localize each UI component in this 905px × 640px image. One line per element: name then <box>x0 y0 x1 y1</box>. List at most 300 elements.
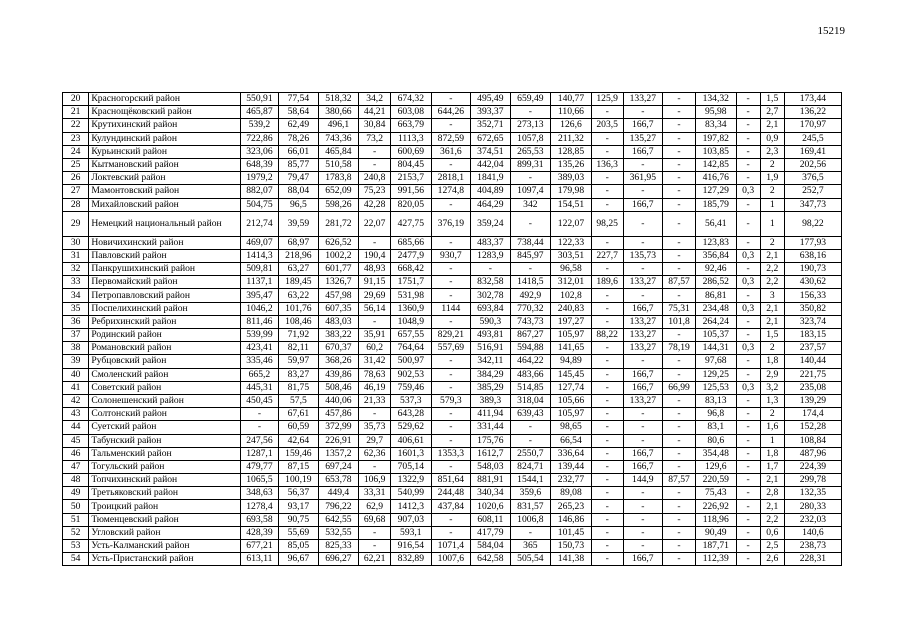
value-cell: 350,82 <box>784 302 841 315</box>
value-cell: - <box>510 526 551 539</box>
value-cell: 1007,6 <box>431 553 470 566</box>
district-name-cell: Немецкий национальный район <box>89 211 240 236</box>
value-cell: 79,47 <box>279 172 318 185</box>
value-cell: 832,58 <box>471 276 510 289</box>
value-cell: - <box>736 289 760 302</box>
value-cell: 224,39 <box>784 460 841 473</box>
value-cell: 638,16 <box>784 249 841 262</box>
value-cell: 312,01 <box>551 276 592 289</box>
value-cell: 46,19 <box>359 381 391 394</box>
value-cell: 518,32 <box>318 93 359 106</box>
value-cell: 440,06 <box>318 394 359 407</box>
value-cell: 228,31 <box>784 553 841 566</box>
page-number: 15219 <box>817 25 845 37</box>
value-cell: 77,54 <box>279 93 318 106</box>
value-cell: - <box>623 500 662 513</box>
value-cell: - <box>591 368 623 381</box>
value-cell: - <box>736 474 760 487</box>
value-cell: - <box>510 211 551 236</box>
value-cell: 445,31 <box>240 381 278 394</box>
value-cell: 244,48 <box>431 487 470 500</box>
value-cell: 457,86 <box>318 408 359 421</box>
value-cell: 133,27 <box>623 315 662 328</box>
value-cell: - <box>591 394 623 407</box>
district-name-cell: Романовский район <box>89 342 240 355</box>
value-cell: 361,6 <box>431 145 470 158</box>
district-name-cell: Третьяковский район <box>89 487 240 500</box>
value-cell: 2,3 <box>760 145 784 158</box>
value-cell: 607,35 <box>318 302 359 315</box>
value-cell: 152,28 <box>784 421 841 434</box>
value-cell: - <box>591 421 623 434</box>
value-cell: 281,72 <box>318 211 359 236</box>
value-cell: 21,33 <box>359 394 391 407</box>
value-cell: 135,26 <box>551 158 592 171</box>
value-cell: - <box>663 460 696 473</box>
value-cell: 1360,9 <box>391 302 432 315</box>
value-cell: 128,85 <box>551 145 592 158</box>
value-cell: - <box>591 145 623 158</box>
value-cell: 136,3 <box>591 158 623 171</box>
value-cell: 190,73 <box>784 263 841 276</box>
value-cell: 590,3 <box>471 315 510 328</box>
value-cell: 35,91 <box>359 329 391 342</box>
value-cell: - <box>431 355 470 368</box>
value-cell: 144,31 <box>695 342 736 355</box>
row-number-cell: 44 <box>63 421 89 434</box>
value-cell: 22,07 <box>359 211 391 236</box>
table-row <box>63 381 842 394</box>
value-cell: - <box>623 355 662 368</box>
value-cell: 29,7 <box>359 434 391 447</box>
value-cell: - <box>663 172 696 185</box>
value-cell: 600,69 <box>391 145 432 158</box>
district-name-cell: Новичихинский район <box>89 236 240 249</box>
value-cell: - <box>431 408 470 421</box>
value-cell: 35,73 <box>359 421 391 434</box>
value-cell: 240,83 <box>551 302 592 315</box>
value-cell: 166,7 <box>623 302 662 315</box>
value-cell: 145,45 <box>551 368 592 381</box>
value-cell: 2,1 <box>760 500 784 513</box>
value-cell: 383,22 <box>318 329 359 342</box>
value-cell: 280,33 <box>784 500 841 513</box>
value-cell: 78,26 <box>279 132 318 145</box>
value-cell: 759,46 <box>391 381 432 394</box>
value-cell: - <box>663 132 696 145</box>
value-cell: - <box>591 434 623 447</box>
row-number-cell: 25 <box>63 158 89 171</box>
value-cell: 509,81 <box>240 263 278 276</box>
row-number-cell: 45 <box>63 434 89 447</box>
value-cell: 103,85 <box>695 145 736 158</box>
value-cell: - <box>510 263 551 276</box>
value-cell: - <box>359 158 391 171</box>
row-number-cell: 34 <box>63 289 89 302</box>
table-row <box>63 119 842 132</box>
value-cell: 829,21 <box>431 329 470 342</box>
value-cell: 510,58 <box>318 158 359 171</box>
value-cell: 2,1 <box>760 119 784 132</box>
value-cell: 2 <box>760 408 784 421</box>
district-name-cell: Усть-Пристанский район <box>89 553 240 566</box>
value-cell: 240,8 <box>359 172 391 185</box>
value-cell: - <box>623 434 662 447</box>
value-cell: 335,46 <box>240 355 278 368</box>
value-cell: 2 <box>760 236 784 249</box>
value-cell: 252,7 <box>784 185 841 198</box>
value-cell: 245,5 <box>784 132 841 145</box>
value-cell: 247,56 <box>240 434 278 447</box>
value-cell: 450,45 <box>240 394 278 407</box>
value-cell: 2153,7 <box>391 172 432 185</box>
district-name-cell: Ребрихинский район <box>89 315 240 328</box>
value-cell: - <box>431 198 470 211</box>
value-cell: 352,71 <box>471 119 510 132</box>
value-cell: 98,25 <box>591 211 623 236</box>
value-cell: 1287,1 <box>240 447 278 460</box>
value-cell: 139,44 <box>551 460 592 473</box>
value-cell: 665,2 <box>240 368 278 381</box>
value-cell: 132,35 <box>784 487 841 500</box>
value-cell: 75,31 <box>663 302 696 315</box>
value-cell: 220,59 <box>695 474 736 487</box>
value-cell: 693,58 <box>240 513 278 526</box>
value-cell: 1412,3 <box>391 500 432 513</box>
value-cell: 670,37 <box>318 342 359 355</box>
value-cell: - <box>591 553 623 566</box>
value-cell: 2 <box>760 158 784 171</box>
value-cell: 144,9 <box>623 474 662 487</box>
value-cell: 342,11 <box>471 355 510 368</box>
district-name-cell: Красногорский район <box>89 93 240 106</box>
value-cell: - <box>663 408 696 421</box>
value-cell: 579,3 <box>431 394 470 407</box>
value-cell: 0,3 <box>736 381 760 394</box>
value-cell: - <box>663 500 696 513</box>
table-row <box>63 540 842 553</box>
value-cell: - <box>736 106 760 119</box>
value-cell: 88,04 <box>279 185 318 198</box>
value-cell: 1841,9 <box>471 172 510 185</box>
value-cell: 1,8 <box>760 447 784 460</box>
value-cell: - <box>591 185 623 198</box>
district-name-cell: Локтевский район <box>89 172 240 185</box>
value-cell: 442,04 <box>471 158 510 171</box>
table-row <box>63 158 842 171</box>
value-cell: - <box>359 526 391 539</box>
value-cell: 101,76 <box>279 302 318 315</box>
value-cell: 166,7 <box>623 553 662 566</box>
row-number-cell: 23 <box>63 132 89 145</box>
value-cell: 166,7 <box>623 198 662 211</box>
value-cell: 1357,2 <box>318 447 359 460</box>
value-cell: - <box>663 263 696 276</box>
value-cell: - <box>663 526 696 539</box>
value-cell: 505,54 <box>510 553 551 566</box>
value-cell: - <box>663 355 696 368</box>
value-cell: - <box>663 513 696 526</box>
value-cell: 189,45 <box>279 276 318 289</box>
row-number-cell: 29 <box>63 211 89 236</box>
row-number-cell: 33 <box>63 276 89 289</box>
value-cell: 1979,2 <box>240 172 278 185</box>
value-cell: 1113,3 <box>391 132 432 145</box>
value-cell: 495,49 <box>471 93 510 106</box>
value-cell: - <box>663 553 696 566</box>
value-cell: 770,32 <box>510 302 551 315</box>
value-cell: 238,73 <box>784 540 841 553</box>
value-cell: 672,65 <box>471 132 510 145</box>
value-cell: - <box>431 381 470 394</box>
row-number-cell: 22 <box>63 119 89 132</box>
value-cell: 529,62 <box>391 421 432 434</box>
value-cell: 234,48 <box>695 302 736 315</box>
value-cell: 613,11 <box>240 553 278 566</box>
value-cell: - <box>591 198 623 211</box>
value-cell: - <box>623 263 662 276</box>
value-cell: 85,05 <box>279 540 318 553</box>
value-cell: 991,56 <box>391 185 432 198</box>
value-cell: 348,63 <box>240 487 278 500</box>
value-cell: 2,1 <box>760 474 784 487</box>
value-cell: 92,46 <box>695 263 736 276</box>
table-row <box>63 526 842 539</box>
value-cell: 127,29 <box>695 185 736 198</box>
value-cell: 63,22 <box>279 289 318 302</box>
row-number-cell: 38 <box>63 342 89 355</box>
row-number-cell: 20 <box>63 93 89 106</box>
value-cell: 323,06 <box>240 145 278 158</box>
table-row <box>63 408 842 421</box>
value-cell: - <box>736 434 760 447</box>
district-name-cell: Михайловский район <box>89 198 240 211</box>
value-cell: - <box>431 526 470 539</box>
value-cell: - <box>359 540 391 553</box>
value-cell: 57,5 <box>279 394 318 407</box>
district-name-cell: Курьинский район <box>89 145 240 158</box>
value-cell: 705,14 <box>391 460 432 473</box>
district-name-cell: Кулундинский район <box>89 132 240 145</box>
value-cell: 1002,2 <box>318 249 359 262</box>
value-cell: 108,84 <box>784 434 841 447</box>
table-row <box>63 355 842 368</box>
value-cell: 232,03 <box>784 513 841 526</box>
value-cell: 2,5 <box>760 540 784 553</box>
value-cell: 376,5 <box>784 172 841 185</box>
district-name-cell: Солтонский район <box>89 408 240 421</box>
value-cell: - <box>591 447 623 460</box>
value-cell: 78,63 <box>359 368 391 381</box>
value-cell: 265,53 <box>510 145 551 158</box>
value-cell: - <box>663 289 696 302</box>
value-cell: 166,7 <box>623 460 662 473</box>
value-cell: 197,27 <box>551 315 592 328</box>
table-row <box>63 302 842 315</box>
district-name-cell: Крутихинский район <box>89 119 240 132</box>
value-cell: 644,26 <box>431 106 470 119</box>
district-name-cell: Тальменский район <box>89 447 240 460</box>
value-cell: 101,45 <box>551 526 592 539</box>
value-cell: - <box>431 460 470 473</box>
table-row <box>63 474 842 487</box>
value-cell: 302,78 <box>471 289 510 302</box>
value-cell: 125,9 <box>591 93 623 106</box>
value-cell: 71,92 <box>279 329 318 342</box>
value-cell: 811,46 <box>240 315 278 328</box>
value-cell: 2477,9 <box>391 249 432 262</box>
value-cell: 31,42 <box>359 355 391 368</box>
value-cell: 693,84 <box>471 302 510 315</box>
value-cell: 133,27 <box>623 342 662 355</box>
value-cell: - <box>663 249 696 262</box>
value-cell: 42,28 <box>359 198 391 211</box>
value-cell: 68,97 <box>279 236 318 249</box>
value-cell: - <box>431 276 470 289</box>
value-cell: 39,59 <box>279 211 318 236</box>
row-number-cell: 47 <box>63 460 89 473</box>
value-cell: 1544,1 <box>510 474 551 487</box>
row-number-cell: 21 <box>63 106 89 119</box>
district-name-cell: Родинский район <box>89 329 240 342</box>
value-cell: 738,44 <box>510 236 551 249</box>
row-number-cell: 51 <box>63 513 89 526</box>
value-cell: 96,58 <box>551 263 592 276</box>
value-cell: 141,38 <box>551 553 592 566</box>
value-cell: - <box>736 526 760 539</box>
value-cell: 537,3 <box>391 394 432 407</box>
table-row <box>63 368 842 381</box>
value-cell: 437,84 <box>431 500 470 513</box>
value-cell: 323,74 <box>784 315 841 328</box>
value-cell: 110,66 <box>551 106 592 119</box>
value-cell: 2 <box>760 342 784 355</box>
table-row <box>63 276 842 289</box>
table-row <box>63 185 842 198</box>
value-cell: 273,13 <box>510 119 551 132</box>
table-row <box>63 106 842 119</box>
value-cell: 190,4 <box>359 249 391 262</box>
value-cell: 134,32 <box>695 93 736 106</box>
value-cell: 3 <box>760 289 784 302</box>
value-cell: - <box>663 145 696 158</box>
value-cell: 105,66 <box>551 394 592 407</box>
value-cell: 69,68 <box>359 513 391 526</box>
value-cell: - <box>591 342 623 355</box>
value-cell: 56,41 <box>695 211 736 236</box>
value-cell: - <box>359 408 391 421</box>
row-number-cell: 41 <box>63 381 89 394</box>
value-cell: 156,33 <box>784 289 841 302</box>
value-cell: 197,82 <box>695 132 736 145</box>
value-cell: - <box>431 236 470 249</box>
value-cell: 136,22 <box>784 106 841 119</box>
value-cell: 1322,9 <box>391 474 432 487</box>
value-cell: 2,7 <box>760 106 784 119</box>
value-cell: 187,71 <box>695 540 736 553</box>
table-row <box>63 93 842 106</box>
value-cell: 457,98 <box>318 289 359 302</box>
value-cell: 73,2 <box>359 132 391 145</box>
value-cell: 299,78 <box>784 474 841 487</box>
value-cell: 101,8 <box>663 315 696 328</box>
district-name-cell: Павловский район <box>89 249 240 262</box>
value-cell: 2,2 <box>760 513 784 526</box>
row-number-cell: 31 <box>63 249 89 262</box>
value-cell: 722,86 <box>240 132 278 145</box>
value-cell: 500,97 <box>391 355 432 368</box>
value-cell: 93,17 <box>279 500 318 513</box>
table-row <box>63 460 842 473</box>
value-cell: 177,93 <box>784 236 841 249</box>
district-name-cell: Первомайский район <box>89 276 240 289</box>
value-cell: 83,34 <box>695 119 736 132</box>
value-cell: - <box>359 236 391 249</box>
value-cell: 653,78 <box>318 474 359 487</box>
value-cell: - <box>623 408 662 421</box>
value-cell: - <box>431 263 470 276</box>
value-cell: 423,41 <box>240 342 278 355</box>
value-cell: 1057,8 <box>510 132 551 145</box>
value-cell: 2,8 <box>760 487 784 500</box>
value-cell: - <box>736 421 760 434</box>
value-cell: 58,64 <box>279 106 318 119</box>
value-cell: 211,32 <box>551 132 592 145</box>
value-cell: - <box>431 158 470 171</box>
value-cell: - <box>736 487 760 500</box>
value-cell: 105,37 <box>695 329 736 342</box>
value-cell: 62,9 <box>359 500 391 513</box>
value-cell: 368,26 <box>318 355 359 368</box>
value-cell: 1097,4 <box>510 185 551 198</box>
value-cell: - <box>591 106 623 119</box>
district-name-cell: Угловский район <box>89 526 240 539</box>
value-cell: 127,74 <box>551 381 592 394</box>
value-cell: 626,52 <box>318 236 359 249</box>
value-cell: 56,14 <box>359 302 391 315</box>
value-cell: 183,15 <box>784 329 841 342</box>
value-cell: - <box>591 487 623 500</box>
value-cell: 125,53 <box>695 381 736 394</box>
value-cell: - <box>736 236 760 249</box>
district-name-cell: Суетский район <box>89 421 240 434</box>
value-cell: - <box>623 158 662 171</box>
table-row <box>63 145 842 158</box>
value-cell: 389,3 <box>471 394 510 407</box>
value-cell: - <box>591 289 623 302</box>
value-cell: - <box>240 421 278 434</box>
value-cell: 697,24 <box>318 460 359 473</box>
value-cell: 122,07 <box>551 211 592 236</box>
row-number-cell: 24 <box>63 145 89 158</box>
value-cell: 2,2 <box>760 276 784 289</box>
value-cell: 540,99 <box>391 487 432 500</box>
value-cell: 1,6 <box>760 421 784 434</box>
value-cell: 95,98 <box>695 106 736 119</box>
value-cell: - <box>359 460 391 473</box>
value-cell: 365 <box>510 540 551 553</box>
value-cell: 331,44 <box>471 421 510 434</box>
value-cell: 356,84 <box>695 249 736 262</box>
district-name-cell: Табунский район <box>89 434 240 447</box>
value-cell: 1 <box>760 434 784 447</box>
value-cell: 361,95 <box>623 172 662 185</box>
value-cell: 87,15 <box>279 460 318 473</box>
value-cell: 63,27 <box>279 263 318 276</box>
table-row <box>63 447 842 460</box>
value-cell: - <box>623 106 662 119</box>
value-cell: 83,27 <box>279 368 318 381</box>
